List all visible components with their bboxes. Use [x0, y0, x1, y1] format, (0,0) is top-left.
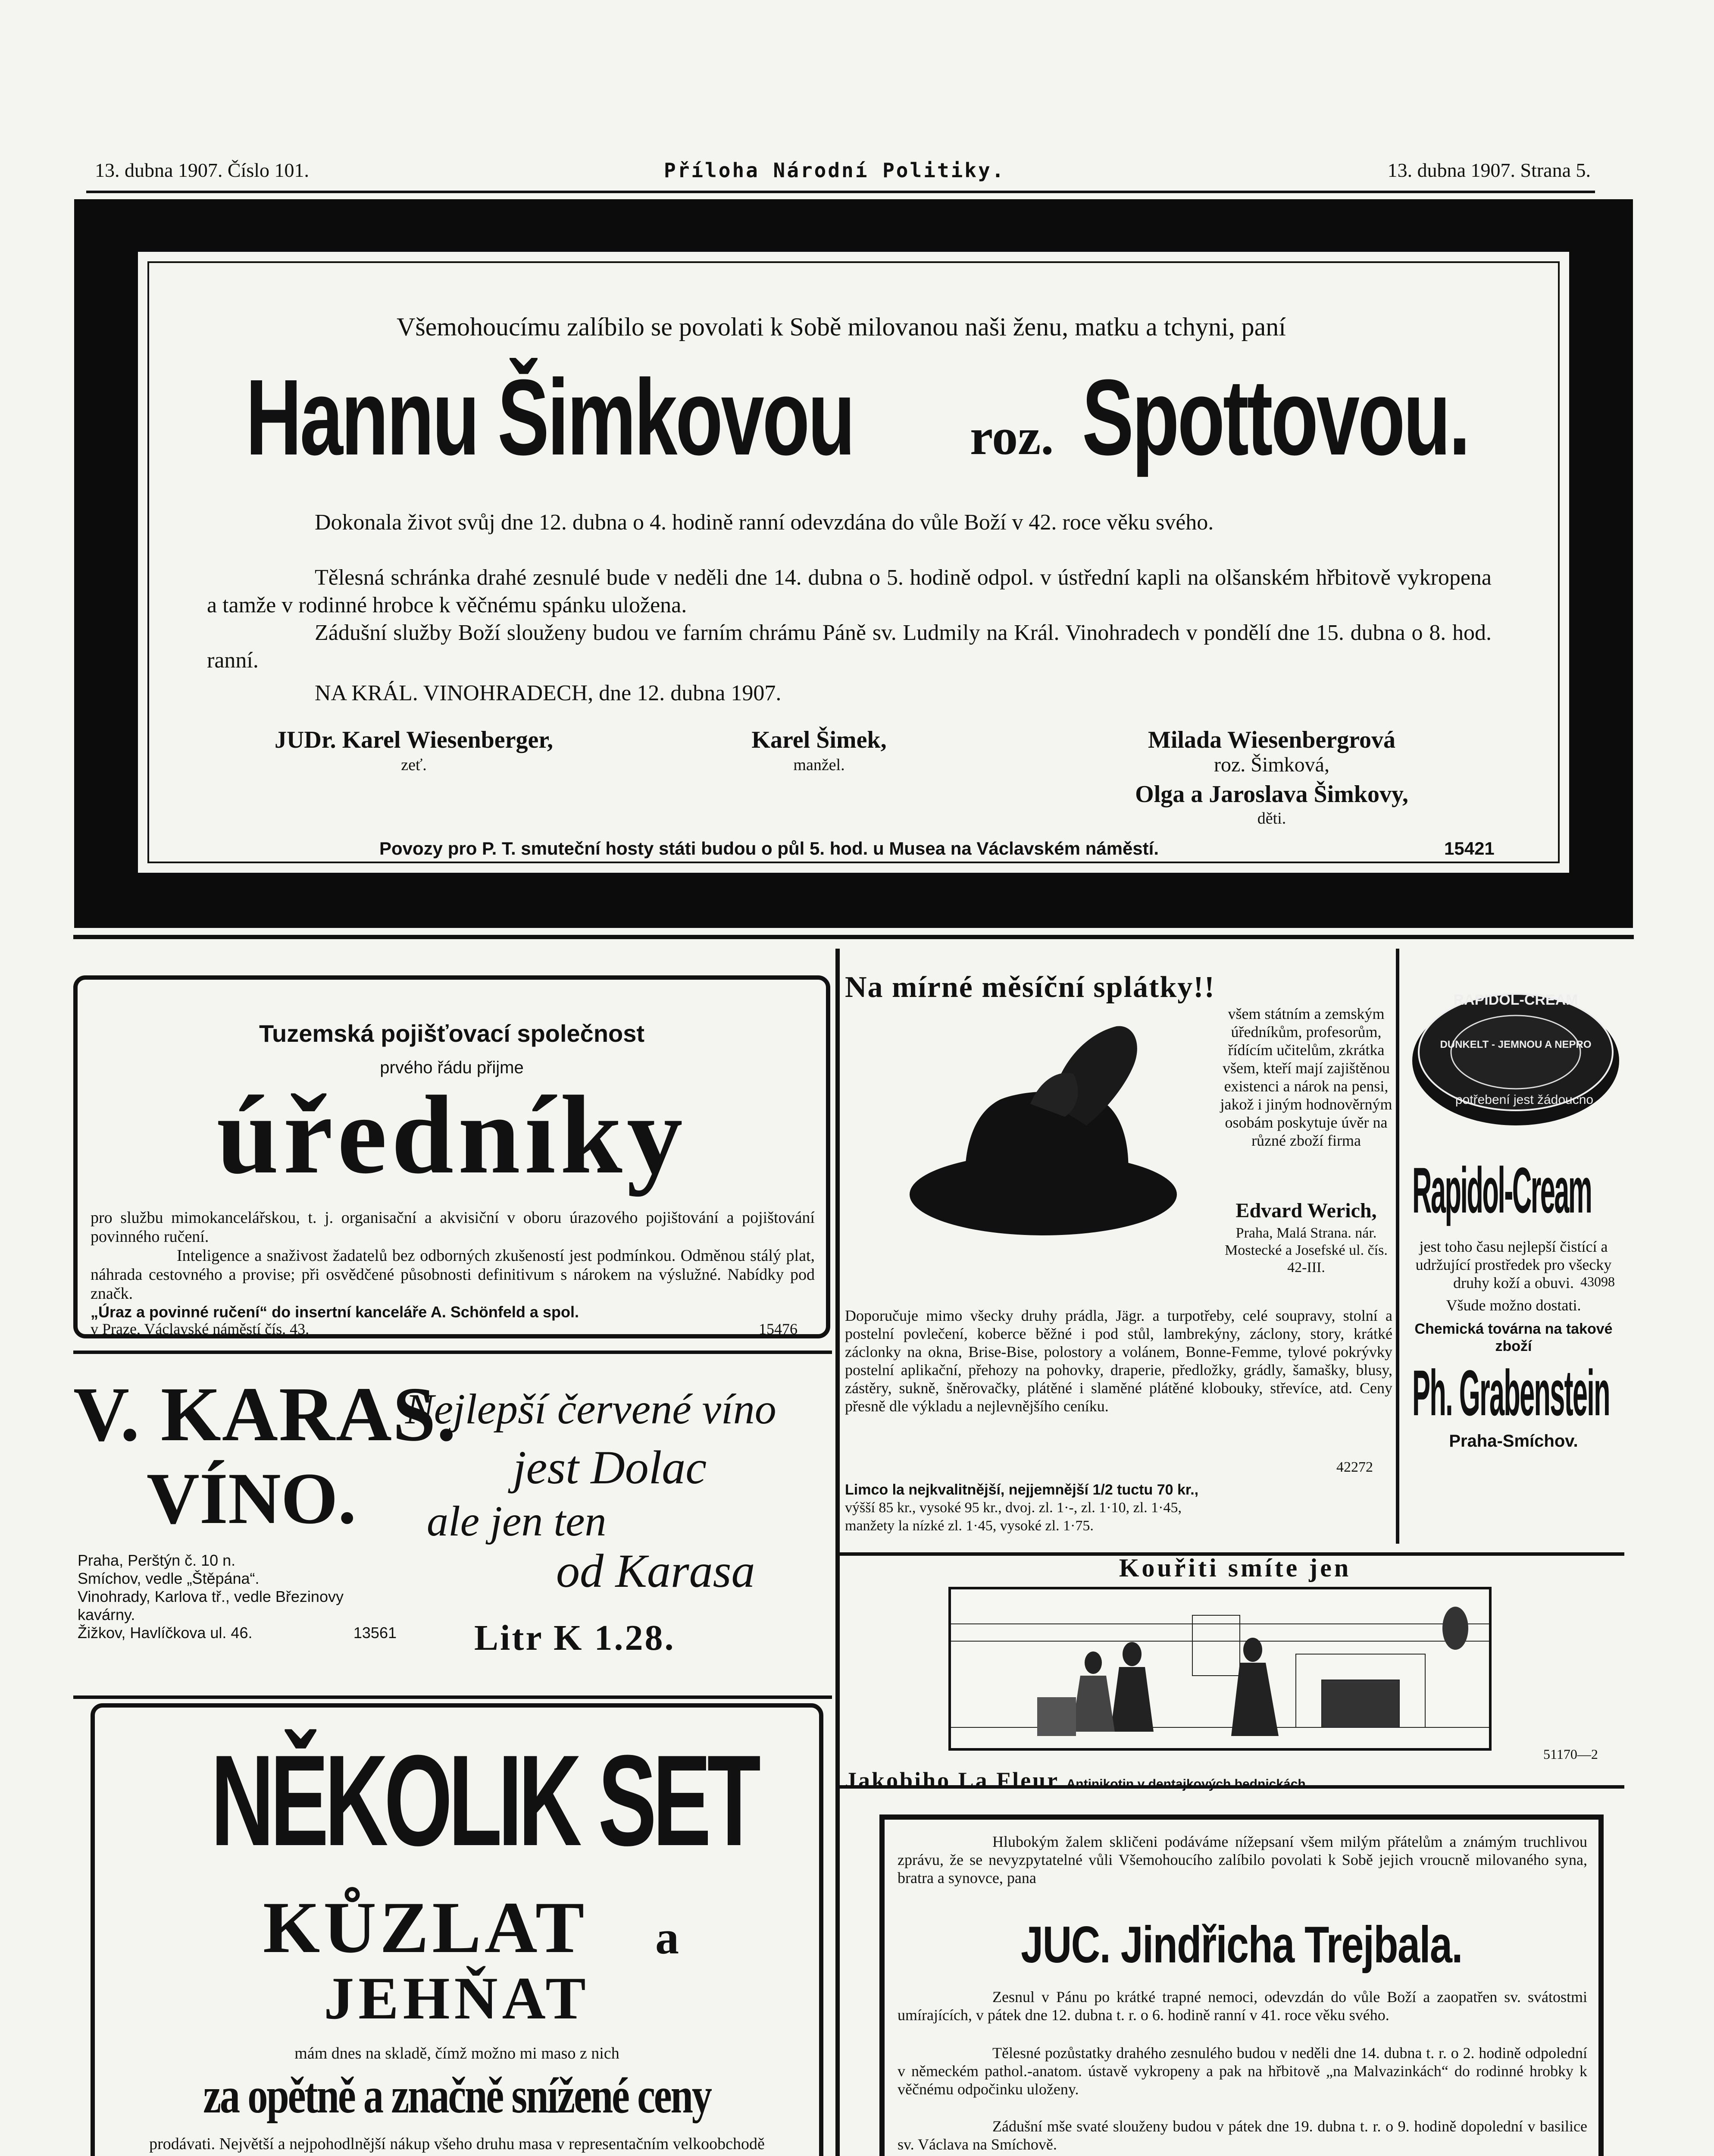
tin-bottom-text: potřebení jest žádoucno	[1455, 1093, 1594, 1107]
lafleur-bottom	[845, 1767, 1625, 1794]
sig-olga: Olga a Jaroslava Šimkovy,	[1135, 781, 1408, 808]
sig-milada-sub: roz. Šimková,	[1214, 753, 1329, 776]
mourning-name-line	[246, 355, 1539, 476]
roz-word: roz.	[970, 408, 1054, 465]
page-header	[86, 159, 1595, 193]
werich-body: Doporučuje mimo všecky druhy prádla, Jägr. a turpotřeby, celé soupravy, stolní a postelní povlečení, koberce běžné i pod stůl, lambrekýny, záclony, story, krátké záclonky na okna, Brise-Bise, polostory a volánem, Bonne-Femme, tylové pokrývky postelní aplikační, přehozy na pohovky, draperie, předložky, grádly, šamašky, blusy, zástěry, sukně, šněrovačky, plátěné i slaměné plátěné klobouky, střevíce, atd. Ceny přesně dle výkladu a nejlevnějšího ceníku.	[845, 1307, 1392, 1415]
insurance-ad	[73, 975, 830, 1338]
mourning-footer: Povozy pro P. T. smuteční hosty státi budou o půl 5. hod. u Musea na Václavském náměstí.	[379, 838, 1159, 859]
karas-ad	[73, 1358, 832, 1695]
insurance-number: 15476	[759, 1320, 798, 1338]
beranek-l2: prodávati. Největší a nejpohodlnější nákup všeho druhu masa v representačním velkoobchodě	[149, 2135, 765, 2153]
rapidol-city: Praha-Smíchov.	[1449, 1432, 1578, 1451]
mourning-notice	[74, 199, 1633, 928]
insurance-l2: Inteligence a snaživost žadatelů bez odborných zkušeností jest podmínkou. Odměnou stálý plat, náhrada cestovného a provise; při osvědčené působnosti definitivum s nárokem na výslužné. Nabídky pod značk.	[91, 1247, 815, 1303]
karas-script-3: ale jen ten	[427, 1497, 607, 1545]
column-rule	[835, 949, 840, 2156]
trejbal-notice	[879, 1814, 1604, 2156]
karas-number: 13561	[353, 1624, 397, 1642]
hat-illustration	[901, 1018, 1211, 1250]
salon-illustration	[951, 1589, 1489, 1748]
lafleur-number: 51170—2	[1543, 1746, 1598, 1762]
karas-name: V. KARAS.	[73, 1371, 457, 1457]
header-center: Příloha Národní Politiky.	[664, 159, 1006, 182]
werich-title: Na mírné měsíční splátky!!	[845, 971, 1215, 1004]
deceased-name: Hannu Šimkovou	[246, 357, 854, 477]
werich-firm: Edvard Werich,	[1235, 1199, 1377, 1222]
insurance-l3: „Úraz a povinné ručení“ do insertní kanceláře A. Schönfeld a spol.	[91, 1303, 579, 1321]
sig-wiesenberger: JUDr. Karel Wiesenberger,	[274, 727, 554, 753]
trejbal-intro: Hlubokým žalem skličeni podáváme nížepsaní všem milým přátelům a známým truchlivou zprávu, že se nevyzpytatelné vůli Všemohoucího zalíbilo povolati k Sobě jejich vroucně milovaného syna, bratra a synovce, pana	[898, 1833, 1587, 1887]
werich-price-3: manžety la nízké zl. 1·45, vysoké zl. 1·75.	[845, 1518, 1094, 1534]
beranek-h1: NĚKOLIK SET	[210, 1728, 757, 1873]
karas-litr: Litr K 1.28.	[474, 1618, 676, 1658]
karas-addresses	[78, 1551, 397, 1642]
karas-script-1: Nejlepší červené víno	[405, 1385, 776, 1433]
trejbal-p1: Zesnul v Pánu po krátké trapné nemoci, odevzdán do vůle Boží a zaopatřen sv. svátostmi umírajících, v pátek dne 12. dubna t. r. o 6. hodině ranní v 41. roce věku svého.	[898, 1988, 1587, 2024]
beranek-a: a	[655, 1911, 679, 1964]
beranek-h3: JEHŇAT	[324, 1965, 590, 2032]
mourning-frame	[138, 252, 1569, 873]
lafleur-ad	[845, 1554, 1625, 1793]
mourning-intro: Všemohoucímu zalíbilo se povolati k Sobě milovanou naši ženu, matku a tchyni, paní	[397, 313, 1286, 341]
sig-simek: Karel Šimek,	[751, 727, 887, 753]
header-left: 13. dubna 1907. Číslo 101.	[95, 159, 310, 181]
maiden-name: Spottovou.	[1082, 357, 1469, 477]
beranek-h2: KŮZLAT	[263, 1887, 588, 1968]
beranek-l1: mám dnes na skladě, čímž možno mi maso z nich	[294, 2044, 619, 2062]
trejbal-p3: Zádušní mše svaté slouženy budou v pátek dne 19. dubna t. r. o 9. hodině dopolední v basilice sv. Václava na Smíchově.	[898, 2118, 1587, 2153]
sig-wiesenberger-role: zeť.	[401, 756, 427, 774]
mourning-p1: Dokonala život svůj dne 12. dubna o 4. hodině ranní odevzdána do vůle Boží v 42. roce věku svého.	[315, 510, 1214, 535]
sig-olga-role: děti.	[1257, 809, 1286, 827]
karas-vino: VÍNO.	[147, 1458, 357, 1539]
mourning-p2: Tělesná schránka drahé zesnulé bude v neděli dne 14. dubna o 5. hodině odpol. v ústřední kapli na olšanském hřbitově vykropena a tamže v rodinné hrobce k věčnému spánku uložena.	[207, 565, 1492, 617]
mourning-place-date: NA KRÁL. VINOHRADECH, dne 12. dubna 1907.	[315, 681, 782, 705]
karas-script-2: jest Dolac	[513, 1441, 707, 1494]
sig-milada: Milada Wiesenbergrová	[1148, 727, 1395, 753]
werich-num: 42272	[1336, 1459, 1373, 1475]
rapidol-name: Rapidol-Cream	[1412, 1154, 1592, 1226]
section-rule	[73, 935, 1634, 939]
tin-top-text: RAPIDOL-CREAM	[1453, 992, 1578, 1008]
rapidol-firm: Ph. Grabenstein	[1412, 1357, 1610, 1429]
rapidol-ad	[1404, 970, 1628, 1548]
left-col-rule-2	[73, 1695, 832, 1699]
werich-price-2: výšší 85 kr., vysoké 95 kr., dvoj. zl. 1·-, zl. 1·10, zl. 1·45,	[845, 1500, 1182, 1516]
insurance-sub: prvého řádu přijme	[380, 1058, 524, 1077]
rapidol-l2: Všude možno dostati.	[1446, 1297, 1581, 1314]
insurance-l4: v Praze, Václavské náměstí čís. 43.	[91, 1320, 310, 1338]
trejbal-p2: Tělesné pozůstatky drahého zesnulého budou v neděli dne 14. dubna t. r. o 2. hodině odpolední v německém pathol.-anatom. ústavě vykropeny a pak na hřbitově „na Malvazinkách“ do rodinné hrobky k věčnému odpočinku uloženy.	[898, 2044, 1587, 2098]
lafleur-bottom-brand: Jakobiho La Fleur	[845, 1767, 1059, 1793]
tin-mid-text: DUNKELT - JEMNOU A NEPRO	[1440, 1039, 1592, 1050]
karas-script-4: od Karasa	[556, 1545, 755, 1597]
karas-addr-zizkov: Žižkov, Havlíčkova ul. 46.	[78, 1624, 253, 1642]
mourning-number: 15421	[1444, 838, 1495, 859]
werich-side: všem státním a zemským úředníkům, profesorům, řídícím učitelům, zkrátka všem, kteří mají zajištěnou existenci a nárok na pensi, jakož i jiným hodnověrným osobám poskytuje úvěr na různé zboží firma	[1220, 1005, 1392, 1149]
left-col-rule-1	[73, 1351, 832, 1354]
werich-price-1: Limco la nejkvalitnější, nejjemnější 1/2 tuctu 70 kr.,	[845, 1482, 1199, 1498]
karas-addr-smichov: Smíchov, vedle „Štěpána“.	[78, 1570, 260, 1587]
insurance-title: Tuzemská pojišťovací společnost	[259, 1020, 645, 1047]
rapidol-l3: Chemická továrna na takové zboží	[1414, 1321, 1613, 1354]
sig-simek-role: manžel.	[793, 756, 845, 774]
mourning-p3: Zádušní služby Boží slouženy budou ve farním chrámu Páně sv. Ludmily na Král. Vinohradech v pondělí dne 15. dubna o 8. hod. ranní.	[207, 620, 1492, 673]
beranek-h4: za opětně a značně snížené ceny	[203, 2067, 711, 2124]
karas-addr-praha: Praha, Perštýn č. 10 n.	[78, 1551, 236, 1569]
karas-addr-row	[78, 1624, 397, 1642]
trejbal-name: JUC. Jindřicha Trejbala.	[1021, 1916, 1462, 1974]
lafleur-bottom-small: Antinikotin v dentajkových bednickách	[1066, 1777, 1306, 1791]
werich-ad	[845, 970, 1392, 1548]
insurance-big: úředníky	[216, 1073, 687, 1197]
rapidol-l1: jest toho času nejlepší čistící a udržující prostředek pro všecky druhy koží a obuvi.	[1415, 1238, 1612, 1291]
lafleur-top: Kouřiti smíte jen	[1119, 1554, 1351, 1582]
beranek-ad	[91, 1703, 823, 2156]
right-col-rule	[1396, 949, 1399, 1544]
karas-addr-vinohrady: Vinohrady, Karlova tř., vedle Březinovy kavárny.	[78, 1588, 344, 1623]
rapidol-num: 43098	[1580, 1274, 1615, 1289]
rapidol-tin-illustration	[1408, 975, 1623, 1130]
lafleur-illustration-frame	[948, 1587, 1492, 1751]
werich-addr: Praha, Malá Strana. nár. Mostecké a Josefské ul. čís. 42-III.	[1225, 1225, 1388, 1275]
insurance-l1: pro službu mimokancelářskou, t. j. organisační a akvisiční v oboru úrazového pojištování a pojištování povinného ručení.	[91, 1209, 815, 1246]
header-right: 13. dubna 1907. Strana 5.	[1387, 159, 1591, 181]
